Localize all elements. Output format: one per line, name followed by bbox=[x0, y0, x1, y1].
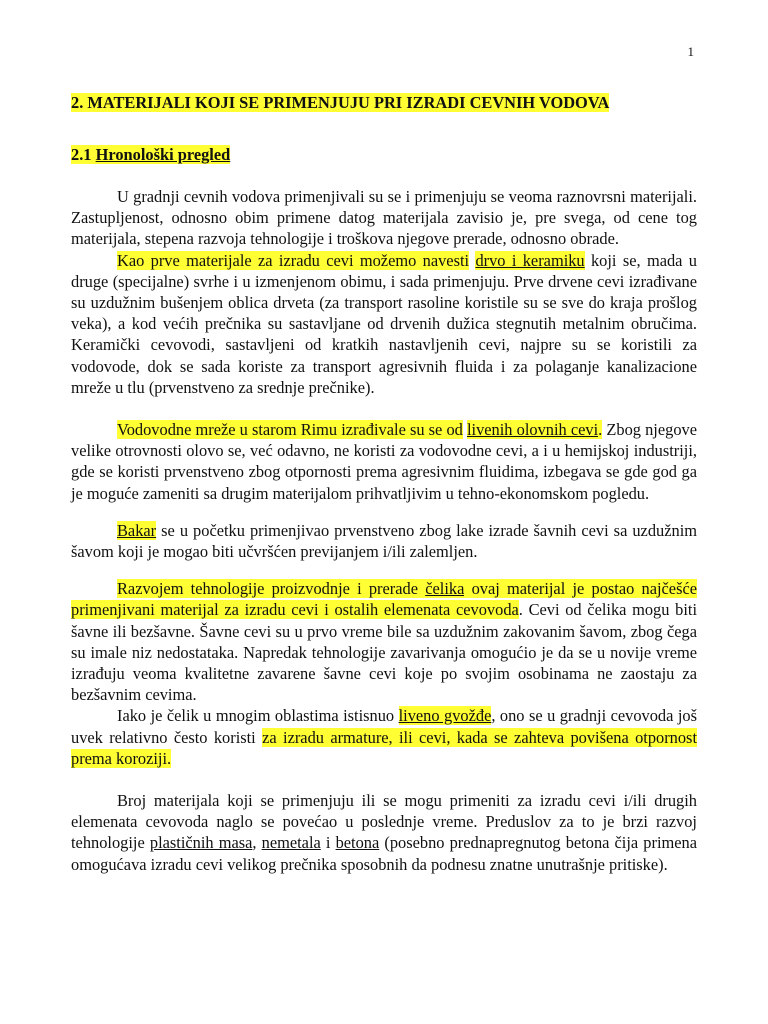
underlined-term: liveno gvožđe bbox=[398, 706, 492, 726]
highlight-text: Vodovodne mreže u starom Rimu izrađivale su se od bbox=[117, 420, 463, 440]
highlight-dot: . bbox=[598, 420, 603, 440]
paragraph-text: . Cevi od čelika mogu biti šavne ili bezšavne. Šavne cevi su u prvo vreme bile sa uzdužnim zakovanim šavom, zbog čega su imale niz nedostataka. Napredak tehnologije zavarivanja omogućio je da se u novije vreme izrađuju veoma kvalitetne zavarene šavne cevi koje po svojim osobinama ne zaostaju za bezšavnim cevima. bbox=[71, 600, 697, 705]
underlined-term: betona bbox=[335, 833, 380, 853]
underlined-term: Bakar bbox=[117, 520, 157, 540]
paragraph-6 bbox=[71, 705, 697, 769]
separator-text: , bbox=[252, 833, 262, 853]
paragraph-text: Broj materijala koji se primenjuju ili se mogu primeniti za izradu cevi i/ili drugih elemenata cevovoda naglo se povećao u poslednje vreme. Preduslov za to je brzi razvoj tehnologije bbox=[71, 791, 697, 853]
paragraph-text: se u početku primenjivao prvenstveno zbog lake izrade šavnih cevi sa uzdužnim šavom koji je mogao biti učvršćen previjanjem i/ili zalemljen. bbox=[71, 520, 697, 562]
underlined-term: čelika bbox=[425, 579, 465, 599]
chapter-title-text: 2. MATERIJALI KOJI SE PRIMENJUJU PRI IZRADI CEVNIH VODOVA bbox=[71, 93, 610, 112]
paragraph-text: , ono se u gradnji cevovoda još uvek relativno često koristi bbox=[71, 706, 697, 747]
underlined-term: livenih olovnih cevi bbox=[466, 420, 599, 440]
paragraph-7 bbox=[71, 790, 697, 875]
highlight-text: Razvojem tehnologije proizvodnje i prerade bbox=[117, 579, 418, 599]
underlined-term: nemetala bbox=[261, 833, 321, 853]
underlined-term: plastičnih masa bbox=[149, 833, 253, 853]
paragraph-4 bbox=[71, 520, 697, 562]
chapter-title bbox=[71, 92, 697, 113]
section-title: Hronološki pregled bbox=[95, 145, 231, 164]
highlight-text: ovaj materijal je postao najčešće primenjivani materijal za izradu cevi i ostalih elemenata cevovoda bbox=[71, 579, 697, 620]
paragraph-text: (posebno prednapregnutog betona čija primena omogućava izradu cevi velikog prečnika sposobnih da podnesu znatne unutrašnje pritiske). bbox=[71, 833, 698, 874]
section-number: 2.1 bbox=[71, 145, 92, 164]
document-body bbox=[71, 92, 697, 875]
section-heading bbox=[71, 144, 697, 165]
paragraph-text: Zbog njegove velike otrovnosti olovo se, već odavno, ne koristi za vodovodne cevi, a i u hemijskoj industriji, gde se koristi prvenstveno zbog otpornosti prema agresivnim fluidima, izbegava se gde god ga je moguće zameniti sa drugim materijalom prihvatljivim u tehno-ekonomskom pogledu. bbox=[71, 420, 697, 503]
paragraph-text: Iako je čelik u mnogim oblastima istisnuo bbox=[117, 706, 395, 726]
paragraph-2 bbox=[71, 250, 697, 398]
paragraph-text: koji se, mada u druge (specijalne) svrhe i u izmenjenom obimu, i sada primenjuju. Prve drvene cevi izrađivane su uzdužnim bušenjem oblica drveta (za transport rasoline koristile su se sve do kraja prošlog veka), a kod većih prečnika su sastavljane od drvenih dužica stegnutih metalnim obručima. Keramički cevovodi, sastavljeni od kratkih nastavljenih cevi, najpre su se koristili za vodovode, dok se sada koriste za transport agresivnih fluida i za polaganje kanalizacione mreže u tlu (prvenstveno za srednje prečnike). bbox=[71, 250, 697, 397]
separator-text: i bbox=[320, 833, 336, 853]
page-number: 1 bbox=[687, 44, 694, 59]
highlight-text: Kao prve materijale za izradu cevi možemo navesti bbox=[117, 250, 470, 270]
paragraph-5 bbox=[71, 578, 697, 705]
highlight-text: za izradu armature, ili cevi, kada se zahteva povišena otpornost prema koroziji. bbox=[71, 727, 697, 768]
paragraph-3 bbox=[71, 419, 697, 504]
paragraph-1: U gradnji cevnih vodova primenjivali su se i primenjuju se veoma raznovrsni materijali. Zastupljenost, odnosno obim primene datog materijala zavisio je, pre svega, od cene tog materijala, stepena razvoja tehnologije i troškova njegove prerade, odnosno obrade. bbox=[71, 187, 697, 249]
underlined-term: drvo i keramiku bbox=[475, 250, 585, 270]
